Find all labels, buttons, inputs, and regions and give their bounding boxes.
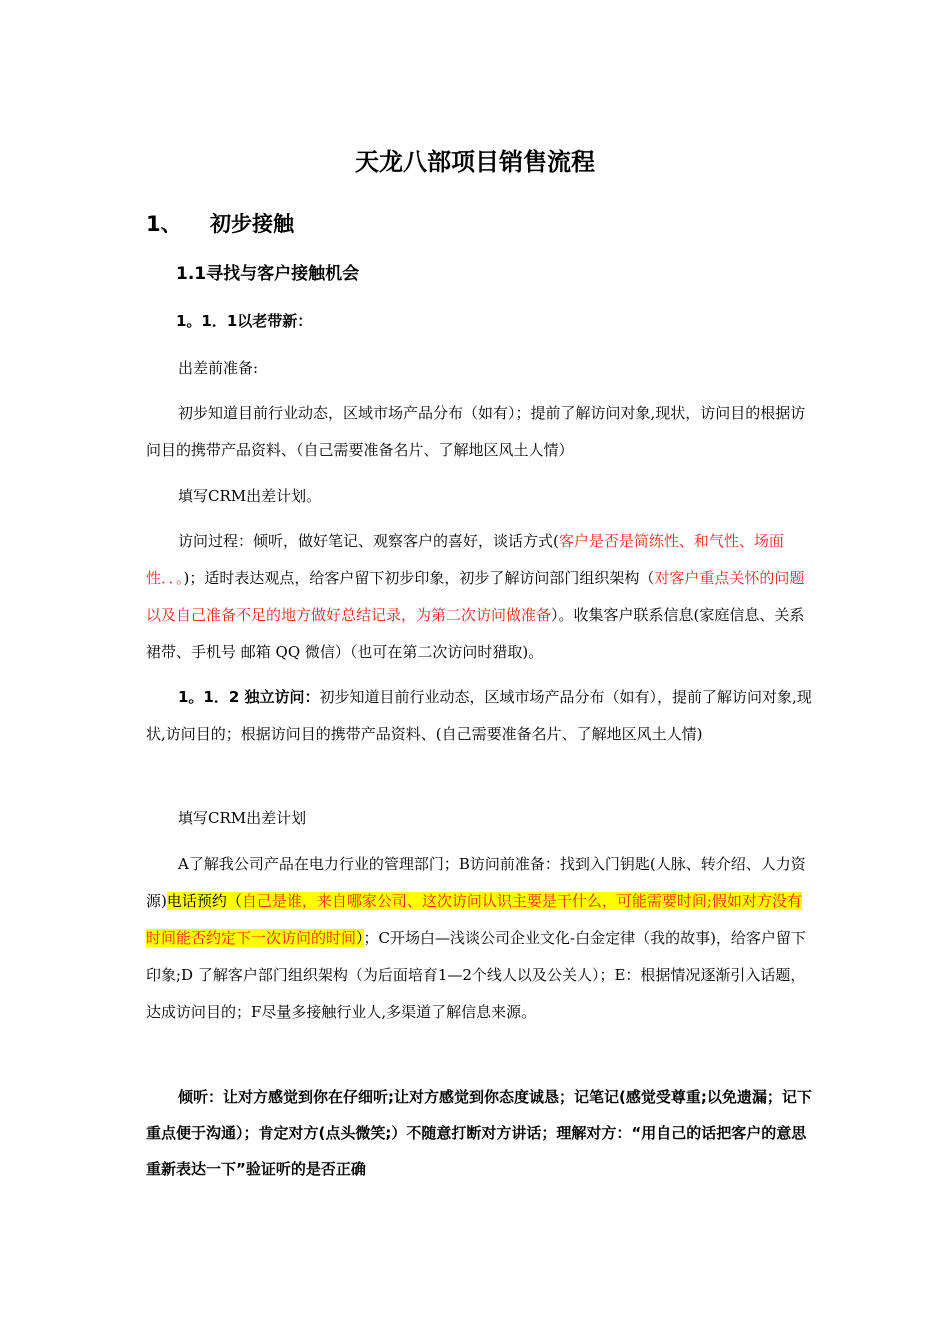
visit-text-c: )；适时表达观点，给客户留下初步印象，初步了解访问部门组织架构（ <box>183 569 655 587</box>
paragraph-crm-plan-1: 填写CRM出差计划。 <box>178 487 322 505</box>
document-title: 天龙八部项目销售流程 <box>355 148 595 176</box>
paragraph-independent-visit <box>146 679 814 753</box>
steps-text-red: 自己是谁，来自哪家公司、这次访问认识主要是干什么，可能需要时间;假如对方没有时间能否约定下一次访问的时间 <box>146 892 802 947</box>
visit-text-red-2: 对客户重点关怀的问题以及自己准备不足的地方做好总结记录，为第二次访问做准备 <box>146 569 805 624</box>
visit-text-red-1: 客户是否是简练性、和气性、场面性．．。 <box>146 532 784 587</box>
subsection-heading-1-1: 1.1寻找与客户接触机会 <box>176 264 360 284</box>
paragraph-crm-plan-2: 填写CRM出差计划 <box>178 809 307 827</box>
visit-text-e: ）。收集客户联系信息(家庭信息、关系裙带、手机号 邮箱 QQ 微信）（也可在第二次访问时猎取)。 <box>146 606 805 661</box>
steps-highlight-close: ） <box>356 929 364 947</box>
steps-highlight-phone: 电话预约（ <box>166 892 242 910</box>
subsubsection-heading-1-1-1: 1。1．1以老带新： <box>176 312 313 330</box>
independent-visit-heading: 1。1．2 独立访问： <box>178 688 320 706</box>
paragraph-preparation: 出差前准备: <box>178 359 259 377</box>
paragraph-visit-process <box>146 523 814 671</box>
steps-text-a: A了解我公司产品在电力行业的管理部门；B访问前准备：找到入门钥匙(人脉、转介绍、人力资源) <box>146 855 806 910</box>
paragraph-preparation-detail: 初步知道目前行业动态，区域市场产品分布（如有）；提前了解访问对象,现状，访问目的根据访问目的携带产品资料、（自己需要准备名片、了解地区风土人情） <box>146 404 806 459</box>
section-label: 初步接触 <box>210 212 294 236</box>
steps-text-e: ；C开场白—浅谈公司企业文化-白金定律（我的故事)，给客户留下印象;D 了解客户部门组织架构（为后面培育1—2个线人以及公关人）；E：根据情况逐渐引入话题，达成访问目的；F尽量多接触行业人,多渠道了解信息来源。 <box>146 929 806 1021</box>
paragraph-listening: 倾听：让对方感觉到你在仔细听;让对方感觉到你态度诚恳；记笔记(感觉受尊重;以免遗漏；记下重点便于沟通）；肯定对方(点头微笑;）不随意打断对方讲话；理解对方：“用自己的话把客户的意思重新表达一下”验证听的是否正确 <box>146 1088 812 1178</box>
section-number: 1、 <box>146 212 182 236</box>
paragraph-visit-steps <box>146 846 814 1031</box>
independent-visit-text: 初步知道目前行业动态，区域市场产品分布（如有），提前了解访问对象,现状,访问目的；根据访问目的携带产品资料、(自己需要准备名片、了解地区风土人情) <box>146 688 812 743</box>
section-heading-1 <box>146 209 294 239</box>
visit-text-a: 访问过程：倾听，做好笔记、观察客户的喜好，谈话方式( <box>178 532 559 550</box>
